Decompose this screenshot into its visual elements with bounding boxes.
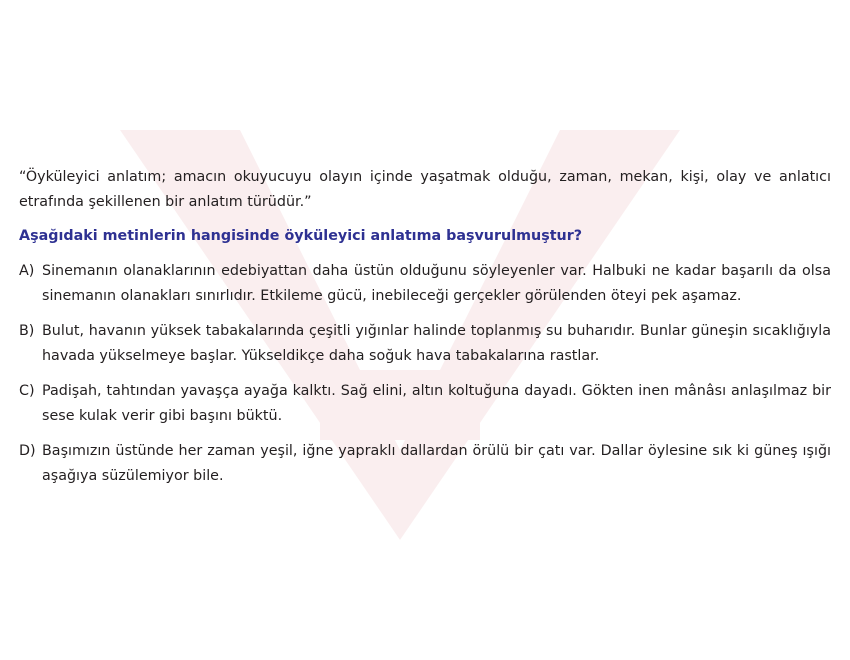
option-text: Bulut, havanın yüksek tabakalarında çeşitli yığınlar halinde toplanmış su buharıdır. Bunlar güneşin sıcaklığıyla havada yükselmeye başlar. Yükseldikçe daha soğuk hava tabakalarına rastlar. — [42, 323, 831, 364]
intro-quote: “Öyküleyici anlatım; amacın okuyucuyu olayın içinde yaşatmak olduğu, zaman, mekan, kişi, olay ve anlatıcı etrafında şekillenen bir anlatım türüdür.” — [19, 169, 831, 210]
option-letter: D) — [19, 443, 36, 459]
question-content — [19, 165, 831, 499]
option-letter: B) — [19, 323, 35, 339]
option-a[interactable] — [19, 259, 831, 309]
option-letter: A) — [19, 263, 35, 279]
option-letter: C) — [19, 383, 35, 399]
question-stem: Aşağıdaki metinlerin hangisinde öyküleyici anlatıma başvurulmuştur? — [19, 228, 583, 244]
option-text: Sinemanın olanaklarının edebiyattan daha üstün olduğunu söyleyenler var. Halbuki ne kadar başarılı da olsa sinemanın olanakları sınırlıdır. Etkileme gücü, inebileceği gerçekler görülenden öteyi pek aşamaz. — [42, 263, 831, 304]
option-text: Padişah, tahtından yavaşça ayağa kalktı. Sağ elini, altın koltuğuna dayadı. Gökten inen mânâsı anlaşılmaz bir sese kulak verir gibi başını büktü. — [42, 383, 831, 424]
option-text: Başımızın üstünde her zaman yeşil, iğne yapraklı dallardan örülü bir çatı var. Dallar öylesine sık ki güneş ışığı aşağıya süzülemiyor bile. — [42, 443, 831, 484]
option-b[interactable] — [19, 319, 831, 369]
option-d[interactable] — [19, 439, 831, 489]
option-c[interactable] — [19, 379, 831, 429]
